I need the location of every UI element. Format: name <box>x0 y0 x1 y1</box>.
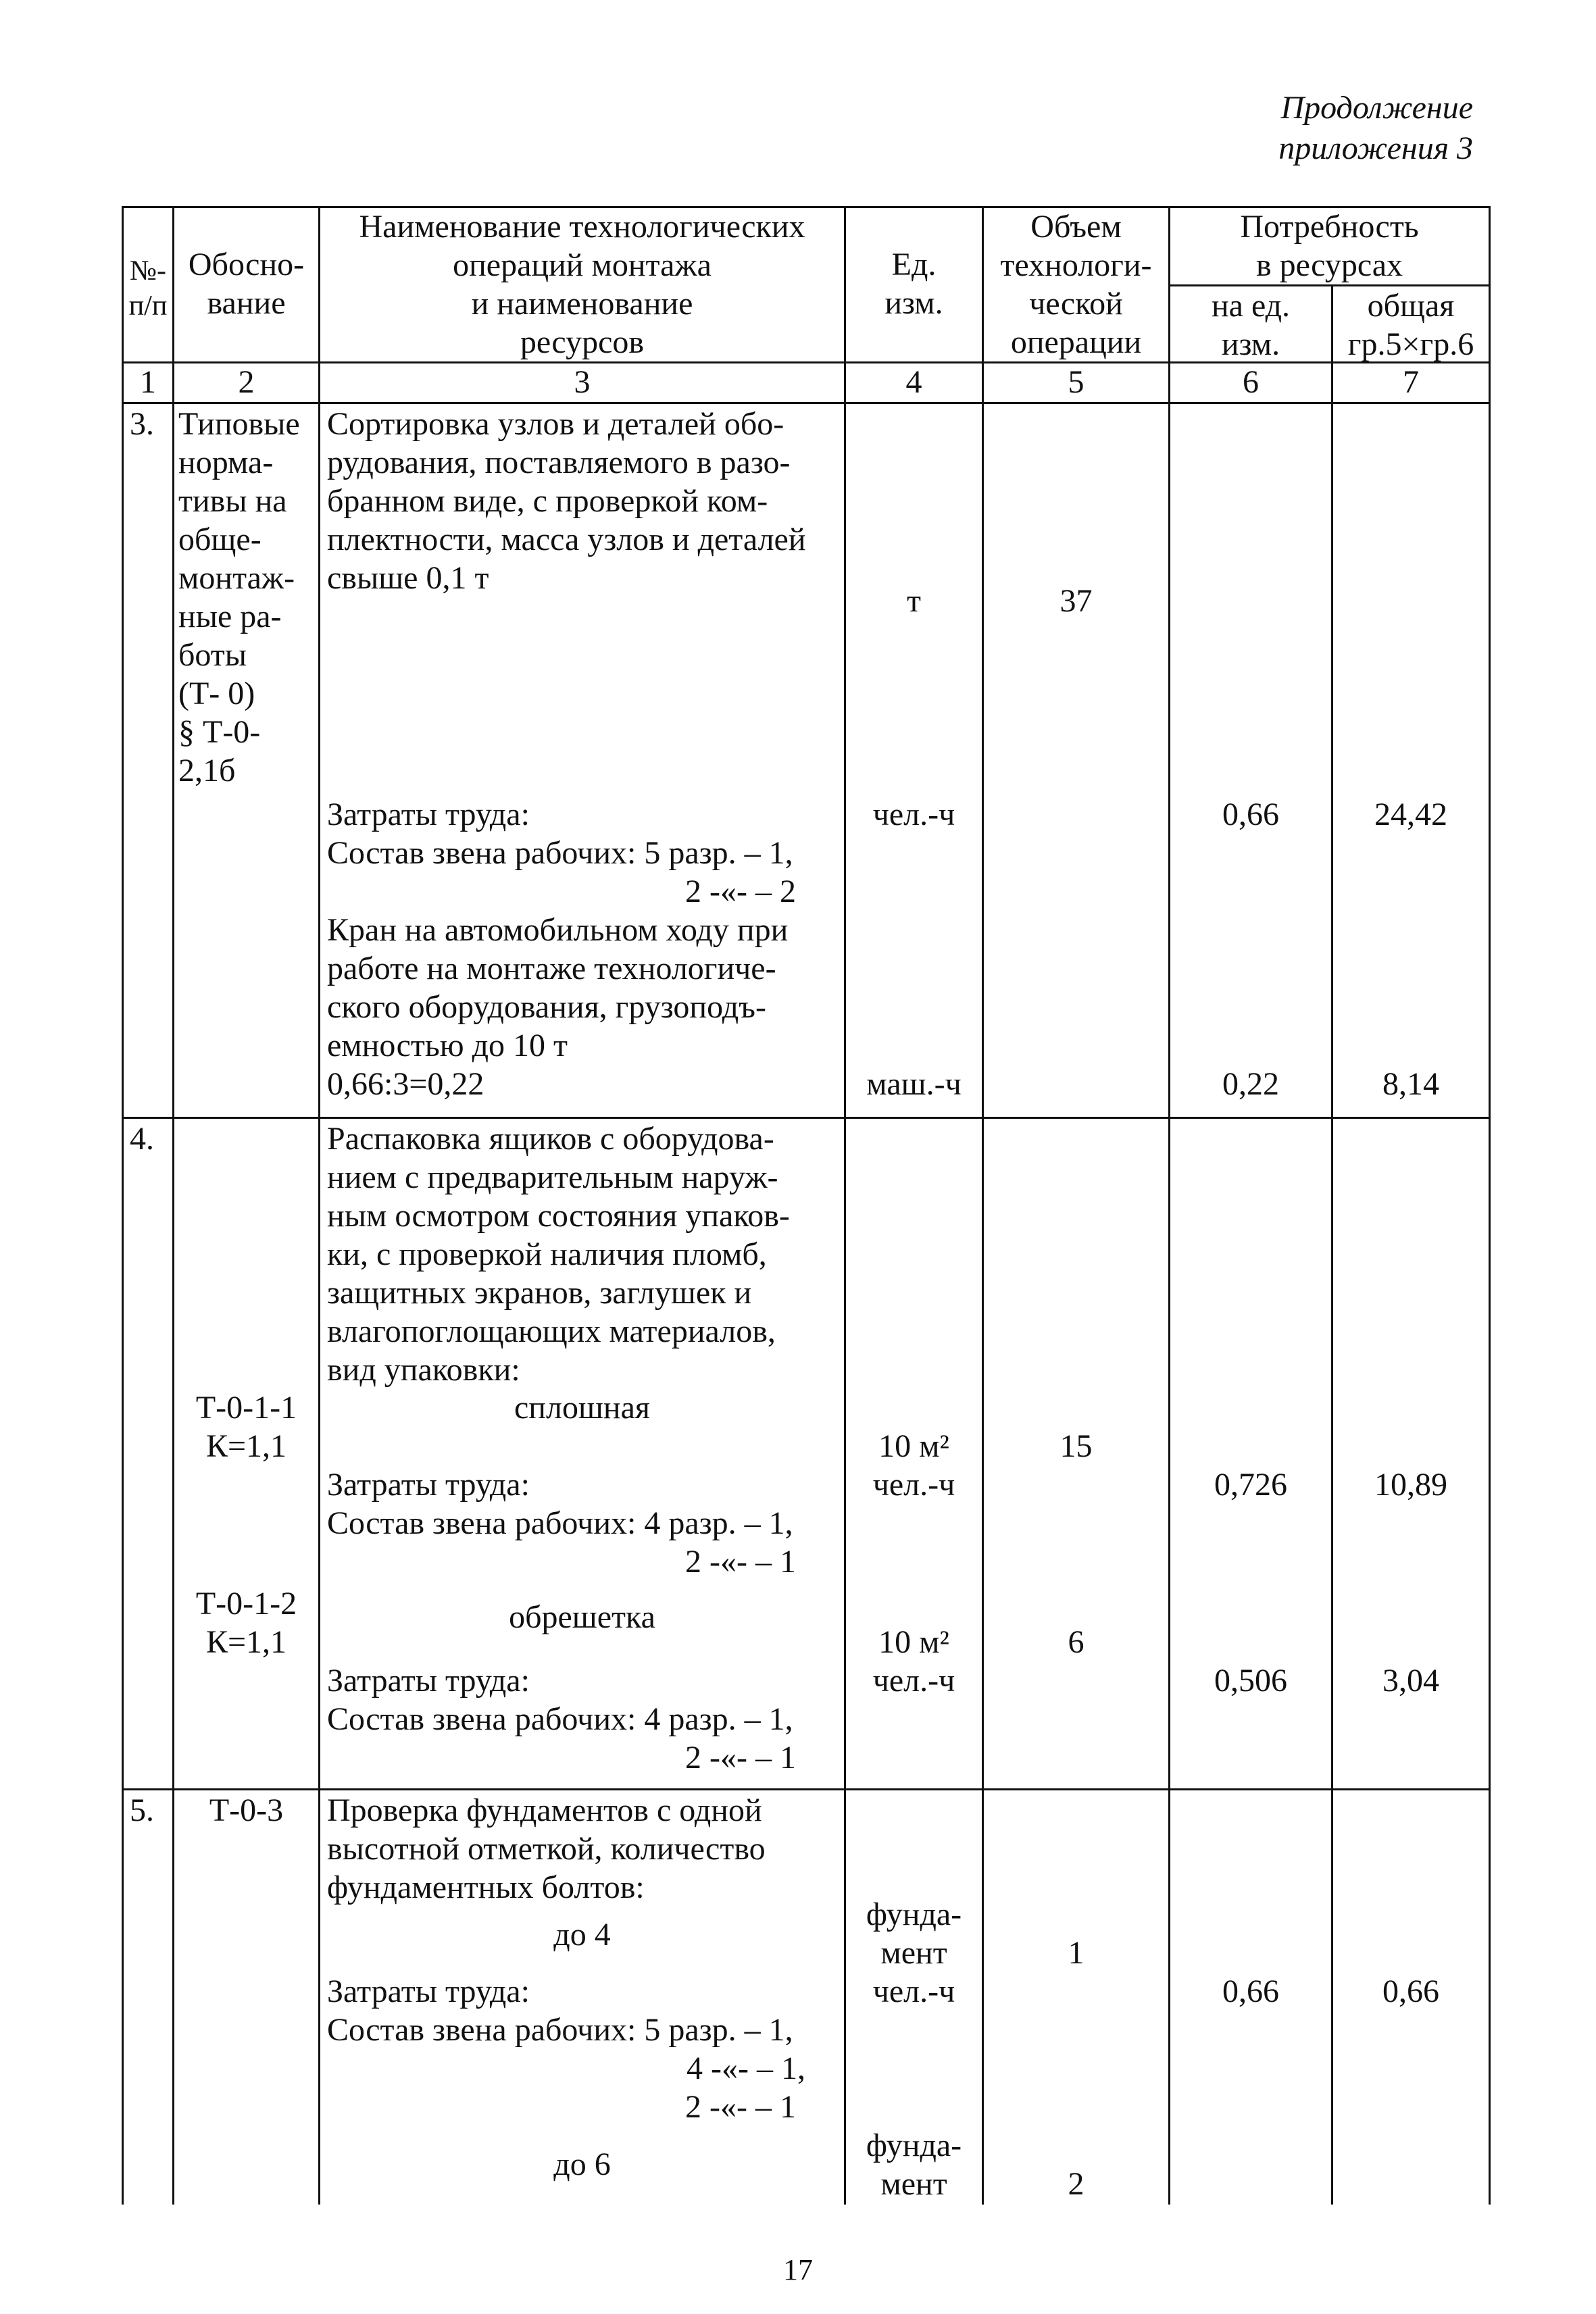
crew-composition: Состав звена рабочих: 5 разр. – 1, <box>327 2012 793 2048</box>
volume-cell: 6 <box>1068 1624 1084 1660</box>
col-number: 1 <box>140 364 156 400</box>
table-divider <box>122 402 1491 404</box>
header-unit: Ед. изм. <box>884 247 943 321</box>
total-cell: 24,42 <box>1374 797 1447 832</box>
crane-description: Кран на автомобильном ходу при работе на монтаже технологиче- ского оборудования, грузоподъ- емностью до 10 т 0,66:3=0,22 <box>327 912 789 1102</box>
bolt-count: до 4 <box>553 1917 611 1953</box>
row-basis: Типовые норма- тивы на обще- монтаж- ные ра- боты (Т- 0) § Т-0- 2,1б <box>178 406 300 788</box>
table-divider <box>1168 206 1170 2205</box>
row-number: 3. <box>130 406 154 442</box>
crew-composition: 2 -«- – 1 <box>685 1740 796 1776</box>
col-number: 2 <box>238 364 255 400</box>
unit-cell: фунда- мент <box>866 1896 962 1971</box>
continuation-line-2: приложения 3 <box>1278 130 1473 166</box>
labor-label: Затраты труда: <box>327 797 530 832</box>
packaging-type: обрешетка <box>509 1599 655 1635</box>
col-number: 6 <box>1243 364 1259 400</box>
unit-cell: чел.-ч <box>872 1663 955 1699</box>
table-border-left <box>122 206 124 2205</box>
row-basis: Т-0-1-2 К=1,1 <box>195 1586 297 1660</box>
table-divider <box>1331 284 1333 2205</box>
operation-description: Проверка фундаментов с одной высотной отметкой, количество фундаментных болтов: <box>327 1792 766 1905</box>
unit-cell: чел.-ч <box>872 1973 955 2009</box>
unit-cell: фунда- мент <box>866 2128 962 2202</box>
unit-cell: 10 м² <box>878 1624 949 1660</box>
table-border-right <box>1489 206 1491 2205</box>
packaging-type: сплошная <box>514 1390 650 1426</box>
unit-cell: чел.-ч <box>872 797 955 832</box>
row-basis: Т-0-1-1 К=1,1 <box>195 1390 297 1464</box>
crew-composition: Состав звена рабочих: 4 разр. – 1, <box>327 1505 793 1541</box>
labor-label: Затраты труда: <box>327 1973 530 2009</box>
crew-composition: Состав звена рабочих: 4 разр. – 1, <box>327 1701 793 1737</box>
per-unit-cell: 0,22 <box>1222 1066 1279 1102</box>
total-cell: 10,89 <box>1374 1467 1447 1503</box>
total-cell: 8,14 <box>1382 1066 1439 1102</box>
col-number: 3 <box>574 364 591 400</box>
row-basis: Т-0-3 <box>209 1792 284 1828</box>
operation-description: Распаковка ящиков с оборудова- нием с предварительным наруж- ным осмотром состояния упаков- ки, с проверкой наличия пломб, защитных экранов, заглушек и влагопоглощающих материалов, вид упаковки: <box>327 1121 790 1388</box>
header-need: Потребность в ресурсах <box>1240 209 1419 283</box>
header-total: общая гр.5×гр.6 <box>1347 288 1474 362</box>
total-cell: 3,04 <box>1382 1663 1439 1699</box>
labor-label: Затраты труда: <box>327 1663 530 1699</box>
operation-description: Сортировка узлов и деталей обо- рудования, поставляемого в разо- бранном виде, с проверкой ком- плектности, масса узлов и деталей свыше 0,1 т <box>327 406 806 596</box>
continuation-note <box>1278 88 1473 169</box>
col-number: 7 <box>1403 364 1419 400</box>
crew-composition: 2 -«- – 1 <box>685 1544 796 1580</box>
resource-table <box>122 206 1491 2205</box>
crew-composition: 4 -«- – 1, <box>687 2051 805 2086</box>
table-row-separator <box>122 1117 1491 1119</box>
header-num: №- п/п <box>128 255 168 322</box>
crew-composition: 2 -«- – 2 <box>685 874 796 909</box>
volume-cell: 37 <box>1059 583 1093 619</box>
row-number: 4. <box>130 1121 154 1157</box>
header-per-unit: на ед. изм. <box>1211 288 1291 362</box>
col-number: 5 <box>1068 364 1084 400</box>
volume-cell: 1 <box>1068 1935 1084 1971</box>
bolt-count: до 6 <box>553 2146 611 2182</box>
crew-composition: 2 -«- – 1 <box>685 2089 796 2125</box>
per-unit-cell: 0,506 <box>1214 1663 1287 1699</box>
col-number: 4 <box>905 364 922 400</box>
row-number: 5. <box>130 1792 154 1828</box>
unit-cell: маш.-ч <box>866 1066 962 1102</box>
unit-cell: 10 м² <box>878 1428 949 1464</box>
header-operation: Наименование технологических операций монтажа и наименование ресурсов <box>359 209 805 360</box>
continuation-line-1: Продолжение <box>1280 90 1473 126</box>
per-unit-cell: 0,726 <box>1214 1467 1287 1503</box>
page-number: 17 <box>783 2253 813 2286</box>
table-divider <box>982 206 984 2205</box>
per-unit-cell: 0,66 <box>1222 1973 1279 2009</box>
per-unit-cell: 0,66 <box>1222 797 1279 832</box>
volume-cell: 2 <box>1068 2166 1084 2202</box>
table-divider <box>318 206 320 2205</box>
table-divider <box>172 206 174 2205</box>
table-row-separator <box>122 1788 1491 1790</box>
labor-label: Затраты труда: <box>327 1467 530 1503</box>
header-volume: Объем технологи- ческой операции <box>1000 209 1152 360</box>
crew-composition: Состав звена рабочих: 5 разр. – 1, <box>327 835 793 871</box>
unit-cell: т <box>907 583 921 619</box>
header-basis: Обосно- вание <box>188 247 305 321</box>
volume-cell: 15 <box>1059 1428 1093 1464</box>
unit-cell: чел.-ч <box>872 1467 955 1503</box>
total-cell: 0,66 <box>1382 1973 1439 2009</box>
